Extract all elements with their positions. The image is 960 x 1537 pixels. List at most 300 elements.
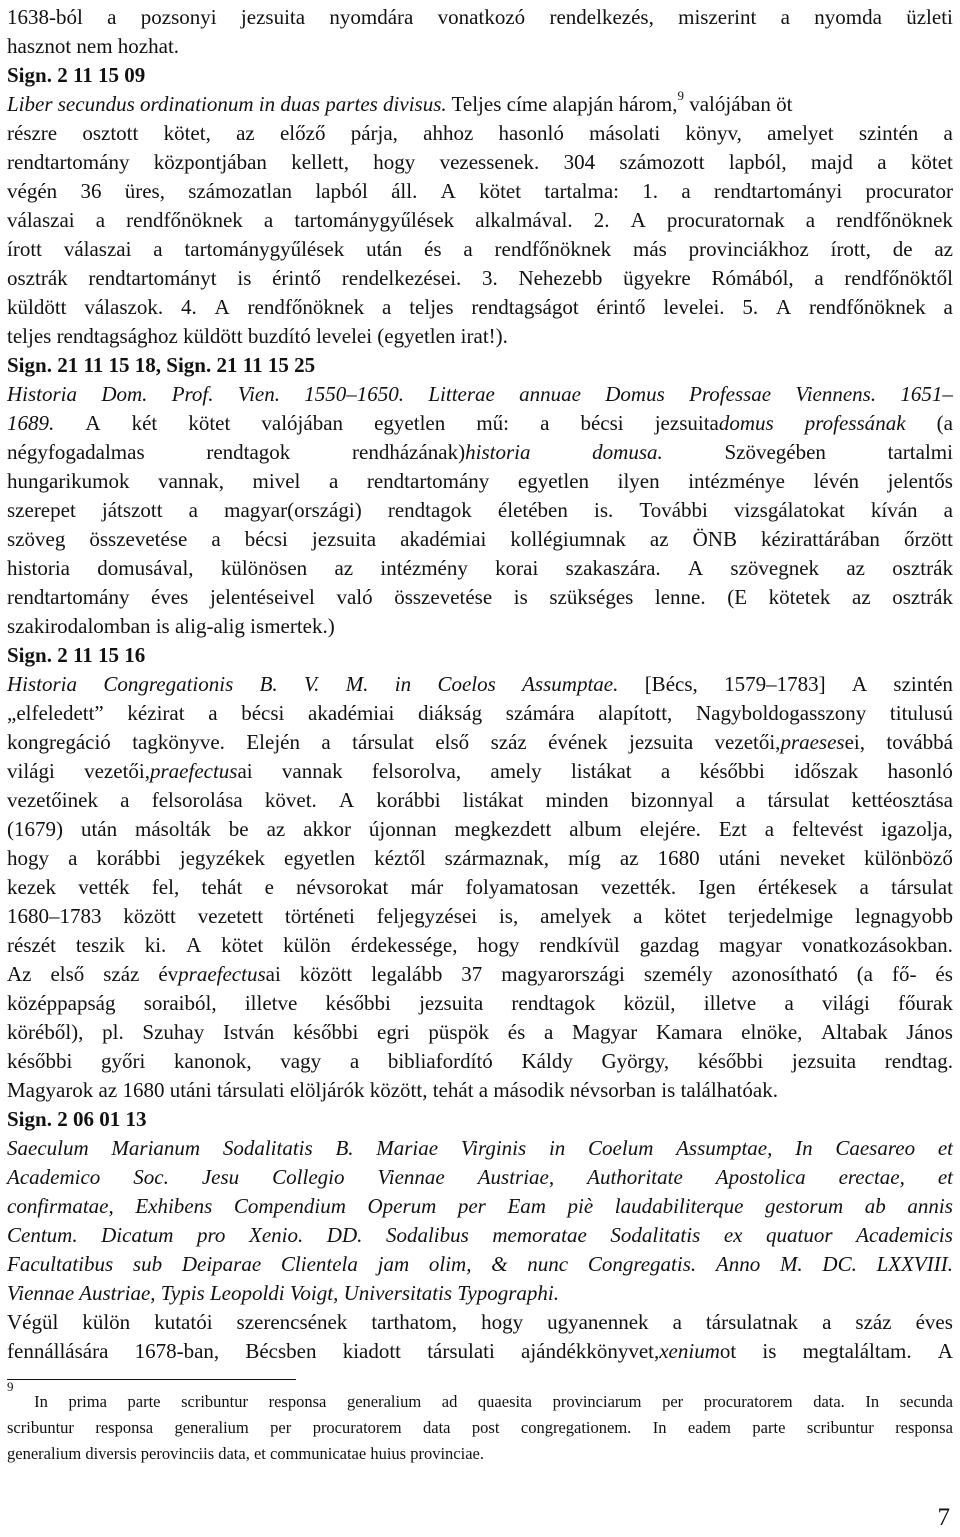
word: részét [7,933,56,957]
word: pozsonyi [140,5,217,29]
word: majd [810,150,853,174]
word: György, [601,1049,670,1073]
word: egyetlen [374,411,446,435]
word: jezsuitadomus [654,411,774,435]
word: újonnan [368,817,437,841]
word: rendházának)historia [352,440,531,464]
word: későbbi [325,991,391,1015]
word: kezek [7,875,56,899]
word: A [339,788,355,812]
word: lévén [813,469,860,493]
word: származnak, [444,846,549,870]
word: tartalma: [544,179,619,203]
word: vették [78,875,130,899]
word: Litterae [428,382,495,406]
footnote-line [7,1442,953,1466]
word: lapból, [728,150,787,174]
word: praefectus [150,759,238,783]
word: magyar [718,933,782,957]
word: (E [727,585,748,609]
word: per [662,1392,684,1411]
word: is [513,585,528,609]
word: vezessenek. [439,150,540,174]
word: őrzött [903,527,953,551]
word: de [892,237,913,261]
word: „elfeledett” [7,701,104,725]
word: rendfőnöknek [247,295,365,319]
word: Szövegében [724,440,826,464]
text-line [7,785,953,815]
word: érintő [596,295,646,319]
word: vezették. [600,875,677,899]
word: amelyek [540,904,612,928]
word: 304 [563,150,596,174]
word: M. [779,1252,803,1276]
page-number: 7 [937,1504,950,1531]
word: jelentéseivel [209,585,315,609]
word: Xenio. [249,1223,304,1247]
word: kellett, [291,150,349,174]
word: procuratorem [312,1418,402,1437]
word: procuratorem [703,1392,793,1411]
word: 1680–1783 [7,904,102,928]
word: vonatkozó [437,5,526,29]
word: quatuor [766,1223,833,1247]
word: terjedelmige [728,904,834,928]
word: életében [497,498,568,522]
word: korábbi [376,788,441,812]
word: generalium [346,1392,422,1411]
text-line [7,263,953,293]
word: in [548,1136,566,1160]
text-line [7,408,953,438]
word: generalium [174,1418,249,1437]
word: fel, [151,875,180,899]
word: írott [7,237,42,261]
word: küldött [7,295,67,319]
word: elejére. [639,817,701,841]
word: értékesek [757,875,838,899]
word: a [463,237,473,261]
word: Bécsben [245,1339,317,1363]
word: a [943,295,953,319]
word: tarthatom, [371,1310,458,1334]
word: ügyekre [623,266,691,290]
word: a [735,788,746,812]
word: évének [548,730,608,754]
word: Domus [605,382,665,406]
word: scribuntur [806,1418,874,1437]
word: Viennae [377,1165,445,1189]
text-line [7,872,953,902]
word: et [937,1165,953,1189]
word: után [80,817,118,841]
word: minden [545,788,609,812]
word: ei, [844,730,866,754]
word: osztrák [892,556,953,580]
word: kötet, [163,121,211,145]
word: míg [568,846,601,870]
word: In [865,1392,880,1411]
word: A [776,295,792,319]
word: bécsi [580,411,624,435]
word: a [672,1310,682,1334]
word: per [270,1418,292,1437]
word: ÖNB [692,527,737,551]
word: (1679) [7,817,63,841]
text-line [7,698,953,728]
word: a [95,208,106,232]
text-line [7,466,953,496]
word: amely [490,759,542,783]
word: rendelkezés, [549,5,654,29]
word: a [211,527,221,551]
word: akadémiai [400,527,487,551]
word: összevetése [394,585,493,609]
word: Virginis [460,1136,527,1160]
word: egri [377,1020,410,1044]
word: szerencsének [236,1310,348,1334]
word: Káldy [521,1049,573,1073]
word: felsorolva, [371,759,462,783]
word: Academicis [856,1223,953,1247]
word: előző [279,121,326,145]
word: olim, [428,1252,472,1276]
text-line [7,60,953,90]
word: confirmatae, [7,1194,114,1218]
word: társulat [767,788,830,812]
word: listákat [570,759,632,783]
word: későbbi [699,759,765,783]
word: secunda [899,1392,953,1411]
word: jezsuita [419,991,484,1015]
word: történeti [284,904,355,928]
text-line [7,1162,953,1192]
text-line [7,1336,953,1366]
word: listákat [462,788,524,812]
word: a [153,237,163,261]
word: Assumptae, [676,1136,773,1160]
word: [Bécs, [644,672,698,696]
word: középpapság [7,991,116,1015]
word: kanonok, [174,1049,252,1073]
text-line [7,89,953,119]
word: az [236,121,255,145]
text-line [7,176,953,206]
word: historia [7,556,70,580]
word: B. [259,672,278,696]
word: bécsi [244,527,288,551]
word: kíván [870,498,918,522]
text-line [7,292,953,322]
word: rendtartomány [7,150,130,174]
word: rendtagok [206,440,291,464]
footnote-separator [7,1379,296,1380]
word: Professae [689,382,772,406]
word: osztott [82,121,139,145]
word: parte [127,1392,161,1411]
word: éves [151,585,189,609]
word: kutatói [154,1310,213,1334]
word: kötet [664,904,707,928]
text-span: hasznot nem hozhat. [7,34,180,58]
word: a [543,1020,554,1044]
word: album [569,817,622,841]
word: intézménye [688,469,785,493]
word: osztrák [892,585,953,609]
word: éves [915,1310,953,1334]
word: annuae [519,382,581,406]
word: írott, [830,237,871,261]
word: Sodalitatis [222,1136,313,1160]
word: 5. [742,295,759,319]
word: szintén [858,121,919,145]
word: Sodalitatis [610,1223,701,1247]
word: rendfőnöknek [836,208,953,232]
word: szintén [893,672,953,696]
word: A [186,933,202,957]
word: További [639,498,708,522]
text-span: generalium diversis perovinciis data, et communicatae huius provinciae. [7,1444,484,1463]
word: négyfogadalmas [7,440,145,464]
word: valójában [261,411,344,435]
word: válaszai [7,208,75,232]
word: vannak [281,759,343,783]
word: válaszok. [84,295,164,319]
word: Ezt [718,817,747,841]
word: Centum. [7,1223,78,1247]
word: száz [855,1310,892,1334]
word: gestorum [765,1194,844,1218]
word: társulat [352,730,414,754]
word: a [633,904,643,928]
word: (a [856,962,874,986]
footnote-ref: 9 [7,1379,14,1394]
word: részre [7,121,58,145]
word: 1689. [7,411,55,435]
word: Kamara [656,1020,723,1044]
word: akadémiai [308,701,395,725]
word: ajándékkönyvet,xeniumot [521,1339,737,1363]
word: igazolja, [881,817,953,841]
text-line [7,640,953,670]
word: 1579–1783] [724,672,826,696]
word: is. [593,498,614,522]
word: hogy [481,1310,524,1334]
word: rendtagok [511,991,596,1015]
word: világi [7,759,55,783]
word: in [394,672,412,696]
word: ai [237,759,253,783]
word: is, [498,904,519,928]
word: B. [335,1136,354,1160]
word: vonatkozásokban. [801,933,953,957]
text-line [7,31,953,61]
word: Assumptae. [522,672,619,696]
word: a [660,759,671,783]
word: ad [441,1392,458,1411]
word: és [935,962,953,986]
text-line [7,1278,953,1308]
text-line [7,118,953,148]
word: a [877,150,887,174]
word: illetve [703,991,757,1015]
word: A [630,208,646,232]
word: üzleti [906,5,953,29]
word: névsorokat [296,875,389,899]
word: diákság [417,701,483,725]
word: fő- [891,962,917,986]
word: későbbi [697,1049,764,1073]
word: osztrák [7,266,68,290]
word: alapított, [598,701,673,725]
text-line [7,1017,953,1047]
word: a [859,875,869,899]
word: kollégiumnak [510,527,626,551]
word: külön [82,1310,131,1334]
word: Saeculum [7,1136,89,1160]
word: kéztől [374,846,426,870]
text-line [7,437,953,467]
word: procuratornak [666,208,785,232]
word: legalább [371,962,443,986]
word: quaesita [477,1392,532,1411]
word: mű: [476,411,509,435]
word: rendelkezései. [341,266,462,290]
word: rendtagságot [471,295,579,319]
word: 4. [180,295,197,319]
word: Facultatibus [7,1252,114,1276]
word: áll. [391,179,418,203]
word: jezsuita [629,730,694,754]
word: rendtartományt [88,266,217,290]
word: Authoritate [587,1165,683,1189]
word: püspök [428,1020,490,1044]
word: data. [813,1392,845,1411]
word: vezetőinek [7,788,98,812]
word: bibliafordító [387,1049,493,1073]
word: is [762,1339,777,1363]
word: a [780,5,790,29]
word: soraiból, [143,991,217,1015]
word: A [440,179,456,203]
word: nyomda [814,5,882,29]
word: In [34,1392,48,1411]
word: hogy [477,933,520,957]
word: István [222,1020,275,1044]
word: a [328,469,339,493]
word: rendfőnöktől [844,266,953,290]
word: kötetek [768,585,831,609]
word: bizonnyal [630,788,714,812]
word: érintő [272,266,322,290]
word: számozatlan [188,179,293,203]
word: szakaszára. [565,556,661,580]
word: elnöke, [741,1020,803,1044]
word: scribuntur [7,1418,74,1437]
word: Viennens. [795,382,877,406]
word: Nehezebb [518,266,603,290]
word: végén [7,179,58,203]
word: 1638-ból [7,5,83,29]
word: párja, [350,121,398,145]
word: társulati [427,1339,495,1363]
word: DC. [822,1252,857,1276]
word: Végül [7,1310,59,1334]
word: főurak [898,991,953,1015]
word: szükséges [549,585,634,609]
word: felsorolása [151,788,243,812]
word: 3. [481,266,498,290]
text-span: Viennae Austriae, Typis Leopoldi Voigt, Universitatis Typographi. [7,1281,560,1305]
word: Collegio [272,1165,345,1189]
word: a [120,788,130,812]
word: rendtag. [884,1049,953,1073]
text-line [7,988,953,1018]
text-line [7,1307,953,1337]
word: vezetői,praefectusai [84,759,253,783]
word: Eam [507,1194,546,1218]
word: parte [752,1418,786,1437]
word: megkezdett [454,817,552,841]
word: In [652,1418,667,1437]
word: szövegnek [730,556,820,580]
word: vagy [280,1049,322,1073]
word: V. [303,672,320,696]
word: fennállására [7,1339,109,1363]
word: miszerint [678,5,757,29]
text-span: valójában öt [683,92,793,116]
word: a [540,411,550,435]
word: Academico [7,1165,101,1189]
word: M. [345,672,369,696]
word: alkalmával. [475,208,573,232]
word: száz [490,730,527,754]
word: már [410,875,444,899]
text-line [7,350,953,380]
footnote-ref: 9 [677,88,684,103]
word: követ. [264,788,317,812]
text-line [7,2,953,32]
word: In [795,1136,813,1160]
text-line [7,669,953,699]
word: eadem [687,1418,731,1437]
word: társulat [891,875,953,899]
word: A [687,556,704,580]
word: és [424,237,442,261]
word: . [613,672,619,696]
word: megtaláltam. [802,1339,912,1363]
word: ahhoz [423,121,474,145]
word: responsa [268,1392,327,1411]
word: száz [103,962,140,986]
word: győri [101,1049,146,1073]
word: titulusú [889,701,953,725]
word: Historia [7,382,78,406]
word: a [943,121,953,145]
word: vannak, [158,469,224,493]
word: & [491,1252,508,1276]
word: azonosítható [731,962,838,986]
word: Clientela [280,1252,358,1276]
word: az [934,237,953,261]
word: vizsgálatokat [734,498,845,522]
word: Austriae, [477,1165,555,1189]
word: és [507,1020,526,1044]
word: az [846,556,865,580]
text-line [7,727,953,757]
word: egyetlen [517,469,590,493]
